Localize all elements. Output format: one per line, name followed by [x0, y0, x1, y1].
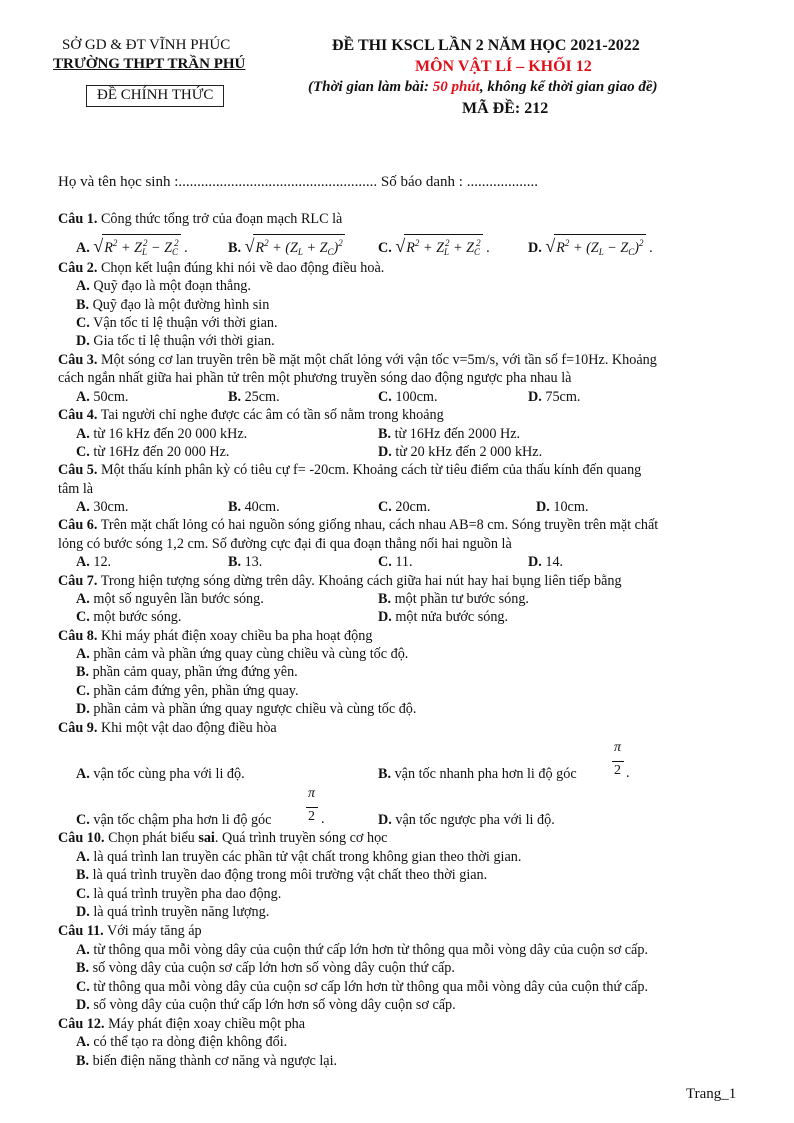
option-label: C.	[76, 812, 90, 828]
option-label: B.	[76, 1053, 90, 1069]
option-text: một nửa bước sóng.	[395, 609, 509, 625]
question-1	[58, 210, 342, 228]
option-label: D.	[528, 240, 542, 256]
q2-option-a	[76, 277, 251, 295]
option-label: D.	[536, 499, 550, 515]
question-5	[58, 461, 641, 479]
q3-option-d	[528, 388, 580, 406]
option-text: từ 20 kHz đến 2 000 kHz.	[395, 444, 543, 460]
option-text: vận tốc nhanh pha hơn li độ góc	[394, 766, 577, 782]
question-number: Câu 12.	[58, 1016, 105, 1032]
q10-option-b	[76, 866, 487, 884]
question-6	[58, 516, 658, 534]
q4-option-a	[76, 425, 247, 443]
option-text: phần cảm đứng yên, phần ứng quay.	[93, 683, 299, 699]
option-label: B.	[378, 766, 392, 782]
option-text: từ 16Hz đến 20 000 Hz.	[93, 444, 230, 460]
question-6-continued: lỏng có bước sóng 1,2 cm. Số đường cực đại đi qua đoạn thẳng nối hai nguồn là	[58, 536, 512, 552]
option-label: D.	[528, 554, 542, 570]
q7-option-c	[76, 608, 181, 626]
q8-option-a	[76, 645, 408, 663]
q9c-dot: .	[321, 811, 325, 827]
option-label: D.	[76, 701, 90, 717]
option-label: B.	[228, 499, 242, 515]
q11-option-d	[76, 996, 456, 1014]
q10-option-d	[76, 903, 269, 921]
option-text: 13.	[244, 554, 263, 570]
question-12	[58, 1015, 305, 1033]
option-text: một số nguyên lần bước sóng.	[93, 591, 264, 607]
question-8	[58, 627, 372, 645]
option-label: A.	[76, 554, 90, 570]
option-label: B.	[228, 240, 242, 256]
option-text: phần cảm quay, phần ứng đứng yên.	[92, 664, 298, 680]
question-text: Tai người chỉ nghe được các âm có tần số nằm trong khoảng	[97, 407, 444, 423]
question-number: Câu 4.	[58, 407, 98, 423]
option-text: số vòng dây của cuộn sơ cấp lớn hơn số vòng dây cuộn thứ cấp.	[92, 960, 455, 976]
option-label: D.	[378, 444, 392, 460]
option-label: A.	[76, 389, 90, 405]
option-label: C.	[378, 389, 392, 405]
q9c-fraction-bar	[306, 807, 318, 808]
time-value: 50 phút	[432, 79, 480, 95]
question-text: Một sóng cơ lan truyền trên bề mặt một chất lỏng với vận tốc v=5m/s, với tần số f=10Hz. Khoảng	[97, 352, 657, 368]
option-label: A.	[76, 1034, 90, 1050]
q5-option-b	[228, 498, 280, 516]
option-text: từ thông qua mỗi vòng dây của cuộn sơ cấp lớn hơn từ thông qua mỗi vòng dây của cuộn thứ cấp.	[93, 979, 648, 995]
q7-option-b	[378, 590, 529, 608]
question-number: Câu 3.	[58, 352, 98, 368]
option-label: D.	[528, 389, 542, 405]
question-10	[58, 829, 387, 847]
q8-option-b	[76, 663, 298, 681]
subject-title: MÔN VẬT LÍ – KHỐI 12	[415, 58, 592, 75]
option-text: Gia tốc tỉ lệ thuận với thời gian.	[93, 333, 275, 349]
q1-option-b: B. $√R^2 + (Z_L + Z_C)^2$	[228, 234, 345, 260]
option-label: C.	[76, 609, 90, 625]
option-label: A.	[76, 766, 90, 782]
option-text: 12.	[93, 554, 112, 570]
question-number: Câu 8.	[58, 628, 98, 644]
option-text: Vận tốc tỉ lệ thuận với thời gian.	[93, 315, 278, 331]
option-label: C.	[378, 240, 392, 256]
q4-option-d	[378, 443, 542, 461]
option-text: 75cm.	[545, 389, 581, 405]
question-number: Câu 6.	[58, 517, 98, 533]
q4-option-b	[378, 425, 520, 443]
q9b-pi: π	[614, 740, 622, 755]
question-number: Câu 11.	[58, 923, 104, 939]
q9-option-d	[378, 811, 555, 829]
option-text: là quá trình truyền pha dao động.	[93, 886, 282, 902]
q9c-pi: π	[308, 786, 316, 801]
q2-option-c	[76, 314, 278, 332]
option-text: 14.	[545, 554, 564, 570]
option-text: là quá trình truyền năng lượng.	[93, 904, 270, 920]
option-label: A.	[76, 942, 90, 958]
q11-option-c	[76, 978, 648, 996]
q5-option-d	[536, 498, 588, 516]
option-label: C.	[76, 315, 90, 331]
option-label: D.	[378, 609, 392, 625]
question-5-continued: tâm là	[58, 481, 94, 497]
q12-option-b	[76, 1052, 337, 1070]
question-2	[58, 259, 384, 277]
question-text: Khi một vật dao động điều hòa	[97, 720, 277, 736]
q3-option-c	[378, 388, 438, 406]
option-text: từ 16 kHz đến 20 000 kHz.	[93, 426, 248, 442]
question-text: Trong hiện tượng sóng dừng trên dây. Khoảng cách giữa hai nút hay hai bụng liên tiếp bằng	[97, 573, 622, 589]
exam-code: MÃ ĐỀ: 212	[462, 100, 549, 117]
option-label: A.	[76, 426, 90, 442]
q11-option-b	[76, 959, 455, 977]
option-text: vận tốc ngược pha với li độ.	[395, 812, 555, 828]
option-label: D.	[76, 904, 90, 920]
option-label: B.	[378, 426, 392, 442]
option-label: B.	[76, 664, 90, 680]
option-text: 11.	[395, 554, 413, 570]
q10-option-c	[76, 885, 281, 903]
option-text: 20cm.	[395, 499, 431, 515]
q12-option-a	[76, 1033, 287, 1051]
q3-option-b	[228, 388, 280, 406]
option-text: 10cm.	[553, 499, 589, 515]
option-text: một bước sóng.	[93, 609, 182, 625]
option-text: 40cm.	[244, 499, 280, 515]
option-text: Quỹ đạo là một đường hình sin	[92, 297, 270, 313]
q9b-two: 2	[614, 763, 621, 778]
option-text: là quá trình truyền dao động trong môi trường vật chất theo thời gian.	[92, 867, 488, 883]
option-label: A.	[76, 240, 90, 256]
option-text: 25cm.	[244, 389, 280, 405]
q9b-fraction-bar	[612, 761, 624, 762]
time-suffix: , không kể thời gian giao đề)	[479, 79, 658, 95]
option-text: biến điện năng thành cơ năng và ngược lại.	[92, 1053, 338, 1069]
option-text: 50cm.	[93, 389, 129, 405]
school-name: TRƯỜNG THPT TRẦN PHÚ	[53, 56, 246, 72]
option-label: B.	[228, 389, 242, 405]
option-label: A.	[76, 591, 90, 607]
q9-option-c	[76, 811, 271, 829]
option-text: 100cm.	[395, 389, 438, 405]
page-number: Trang_1	[686, 1086, 737, 1102]
q8-option-c	[76, 682, 299, 700]
option-label: C.	[76, 979, 90, 995]
question-9	[58, 719, 277, 737]
q9b-dot: .	[626, 765, 630, 781]
q8-option-d	[76, 700, 416, 718]
question-text: Khi máy phát điện xoay chiều ba pha hoạt động	[97, 628, 373, 644]
option-label: A.	[76, 499, 90, 515]
option-text: vận tốc chậm pha hơn li độ góc	[93, 812, 272, 828]
department-name: SỞ GD & ĐT VĨNH PHÚC	[62, 37, 231, 53]
question-text-bold: sai	[198, 830, 215, 846]
option-label: C.	[378, 554, 392, 570]
question-text-post: . Quá trình truyền sóng cơ học	[214, 830, 388, 846]
option-text: phần cảm và phần ứng quay cùng chiều và cùng tốc độ.	[93, 646, 409, 662]
q11-option-a	[76, 941, 648, 959]
question-4	[58, 406, 444, 424]
q7-option-a	[76, 590, 264, 608]
official-badge: ĐỀ CHÍNH THỨC	[86, 85, 224, 107]
time-prefix: (Thời gian làm bài:	[308, 79, 433, 95]
option-text: Quỹ đạo là một đoạn thẳng.	[93, 278, 251, 294]
option-label: B.	[378, 591, 392, 607]
option-label: B.	[76, 960, 90, 976]
question-number: Câu 7.	[58, 573, 98, 589]
q6-option-a	[76, 553, 111, 571]
q6-option-d	[528, 553, 563, 571]
exam-title: ĐỀ THI KSCL LẦN 2 NĂM HỌC 2021-2022	[332, 37, 640, 54]
q9c-two: 2	[308, 809, 315, 824]
option-text: có thể tạo ra dòng điện không đổi.	[93, 1034, 288, 1050]
question-text: Công thức tổng trở của đoạn mạch RLC là	[97, 211, 343, 227]
option-text: là quá trình lan truyền các phần tử vật chất trong không gian theo thời gian.	[93, 849, 522, 865]
question-7	[58, 572, 622, 590]
question-number: Câu 9.	[58, 720, 98, 736]
option-label: D.	[378, 812, 392, 828]
question-text: Một thấu kính phân kỳ có tiêu cự f= -20cm. Khoảng cách từ tiêu điểm của thấu kính đến quang	[97, 462, 642, 478]
option-label: B.	[228, 554, 242, 570]
q1-option-d: D. $√R^2 + (Z_L - Z_C)^2$ .	[528, 234, 653, 260]
option-label: C.	[378, 499, 392, 515]
q1-option-a: A. $√R^2 + Z_L^2 - Z_C^2$ .	[76, 234, 188, 260]
option-text: số vòng dây của cuộn thứ cấp lớn hơn số vòng dây cuộn sơ cấp.	[93, 997, 456, 1013]
q9-option-b	[378, 765, 577, 783]
option-label: A.	[76, 278, 90, 294]
option-text: 30cm.	[93, 499, 129, 515]
q5-option-c	[378, 498, 430, 516]
question-3	[58, 351, 657, 369]
time-note	[308, 79, 658, 96]
q5-option-a	[76, 498, 128, 516]
option-text: phần cảm và phần ứng quay ngược chiều và cùng tốc độ.	[93, 701, 417, 717]
question-number: Câu 2.	[58, 260, 98, 276]
question-text: Máy phát điện xoay chiều một pha	[104, 1016, 306, 1032]
option-label: C.	[76, 444, 90, 460]
option-label: B.	[76, 867, 90, 883]
question-number: Câu 10.	[58, 830, 105, 846]
question-number: Câu 5.	[58, 462, 98, 478]
q2-option-d	[76, 332, 275, 350]
option-label: B.	[76, 297, 90, 313]
option-text: một phần tư bước sóng.	[394, 591, 529, 607]
question-text-pre: Chọn phát biểu	[104, 830, 199, 846]
q6-option-b	[228, 553, 262, 571]
question-3-continued: cách ngắn nhất giữa hai phần tử trên một phương truyền sóng dao động ngược pha nhau là	[58, 370, 572, 386]
q10-option-a	[76, 848, 521, 866]
option-label: A.	[76, 646, 90, 662]
question-text: Với máy tăng áp	[103, 923, 202, 939]
option-label: D.	[76, 333, 90, 349]
question-number: Câu 1.	[58, 211, 98, 227]
option-label: C.	[76, 683, 90, 699]
option-label: A.	[76, 849, 90, 865]
option-text: từ thông qua mỗi vòng dây của cuộn thứ cấp lớn hơn từ thông qua mỗi vòng dây của cuộn sơ cấp.	[93, 942, 648, 958]
q9-option-a	[76, 765, 245, 783]
question-text: Trên mặt chất lỏng có hai nguồn sóng giống nhau, cách nhau AB=8 cm. Sóng truyền trên mặt chất	[97, 517, 659, 533]
q7-option-d	[378, 608, 508, 626]
q3-option-a	[76, 388, 128, 406]
q4-option-c	[76, 443, 229, 461]
option-text: từ 16Hz đến 2000 Hz.	[394, 426, 521, 442]
option-text: vận tốc cùng pha với li độ.	[93, 766, 245, 782]
question-11	[58, 922, 202, 940]
student-info-line: Họ và tên học sinh :..................................................... Số báo danh : ...................	[58, 174, 538, 190]
question-text: Chọn kết luận đúng khi nói về dao động điều hoà.	[97, 260, 385, 276]
q2-option-b	[76, 296, 269, 314]
q6-option-c	[378, 553, 413, 571]
q1-option-c: C. $√R^2 + Z_L^2 + Z_C^2$ .	[378, 234, 490, 260]
option-label: C.	[76, 886, 90, 902]
option-label: D.	[76, 997, 90, 1013]
